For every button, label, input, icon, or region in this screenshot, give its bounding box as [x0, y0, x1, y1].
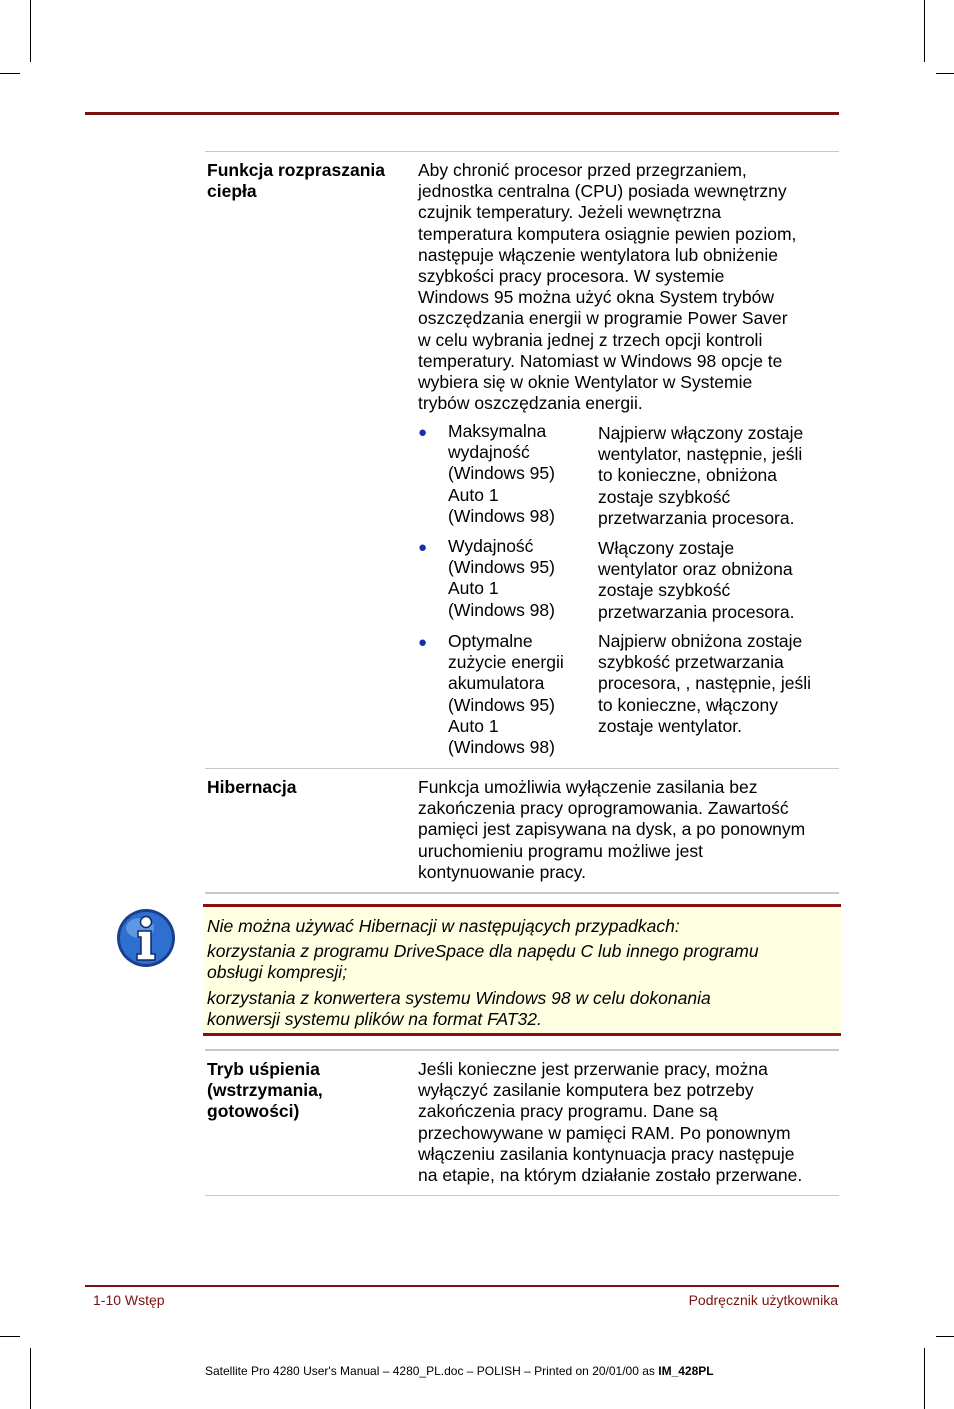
- print-info-code: IM_428PL: [658, 1364, 714, 1378]
- header-rule: [85, 112, 839, 115]
- bullet-icon: ●: [418, 634, 428, 651]
- bullet-icon: ●: [418, 539, 428, 556]
- term-sleep-mode: Tryb uśpienia (wstrzymania, gotowości): [207, 1059, 323, 1121]
- table-divider: [205, 768, 839, 769]
- crop-mark: [936, 1336, 954, 1337]
- note-box: [203, 904, 841, 1036]
- table-divider: [205, 1195, 839, 1196]
- crop-mark: [0, 73, 20, 74]
- bullet-icon: ●: [418, 424, 428, 441]
- crop-mark: [30, 1348, 31, 1409]
- option-desc: Najpierw włączony zostaje wentylator, następnie, jeśli to konieczne, obniżona zostaje szybkość przetwarzania procesora.: [598, 423, 804, 528]
- option-desc: Włączony zostaje wentylator oraz obniżona zostaje szybkość przetwarzania procesora.: [598, 538, 795, 622]
- footer-rule: [85, 1285, 839, 1287]
- note-line: korzystania z konwertera systemu Windows 98 w celu dokonania konwersji systemu plików na format FAT32.: [207, 988, 711, 1029]
- note-line: korzystania z programu DriveSpace dla napędu C lub innego programu obsługi kompresji;: [207, 941, 759, 982]
- footer-page-number: 1-10 Wstęp: [93, 1292, 165, 1308]
- term-hibernation: Hibernacja: [207, 777, 297, 797]
- info-icon: [116, 908, 176, 968]
- table-divider: [205, 1049, 839, 1051]
- option-name: Optymalne zużycie energii akumulatora (Windows 95) Auto 1 (Windows 98): [448, 631, 564, 758]
- crop-mark: [0, 1336, 20, 1337]
- note-line: Nie można używać Hibernacji w następujących przypadkach:: [207, 916, 680, 936]
- desc-hibernation: Funkcja umożliwia wyłączenie zasilania bez zakończenia pracy oprogramowania. Zawartość pamięci jest zapisywana na dysk, a po ponownym uruchomieniu programu możliwe jest kontynuowanie pracy.: [418, 777, 806, 882]
- footer-manual-title: Podręcznik użytkownika: [688, 1292, 838, 1308]
- table-divider: [205, 892, 839, 894]
- option-desc: Najpierw obniżona zostaje szybkość przetwarzania procesora, , następnie, jeśli to konieczne, włączony zostaje wentylator.: [598, 631, 812, 736]
- print-info-text: Satellite Pro 4280 User's Manual – 4280_PL.doc – POLISH – Printed on 20/01/00 as: [205, 1364, 659, 1378]
- print-info: [205, 1364, 714, 1378]
- crop-mark: [924, 1348, 925, 1409]
- option-name: Maksymalna wydajność (Windows 95) Auto 1 (Windows 98): [448, 421, 555, 526]
- table-divider: [205, 151, 839, 152]
- crop-mark: [30, 0, 31, 62]
- desc-sleep-mode: Jeśli konieczne jest przerwanie pracy, można wyłączyć zasilanie komputera bez potrzeby zakończenia pracy programu. Dane są przechowywane w pamięci RAM. Po ponownym włączeniu zasilania kontynuacja pracy następuje na etapie, na którym działanie zostało przerwane.: [418, 1059, 803, 1186]
- crop-mark: [936, 73, 954, 74]
- crop-mark: [924, 0, 925, 62]
- desc-heat-dissipation: Aby chronić procesor przed przegrzaniem, jednostka centralna (CPU) posiada wewnętrzny czujnik temperatury. Jeżeli wewnętrzna temperatura komputera osiągnie pewien poziom, następuje włączenie wentylatora lub obniżenie szybkości pracy procesora. W systemie Windows 95 można użyć okna System trybów oszczędzania energii w programie Power Saver w celu wybrania jednej z trzech opcji kontroli temperatury. Natomiast w Windows 98 opcje te wybiera się w oknie Wentylator w Systemie trybów oszczędzania energii.: [418, 160, 797, 414]
- option-name: Wydajność (Windows 95) Auto 1 (Windows 98): [448, 536, 555, 620]
- term-heat-dissipation: Funkcja rozpraszania ciepła: [207, 160, 385, 201]
